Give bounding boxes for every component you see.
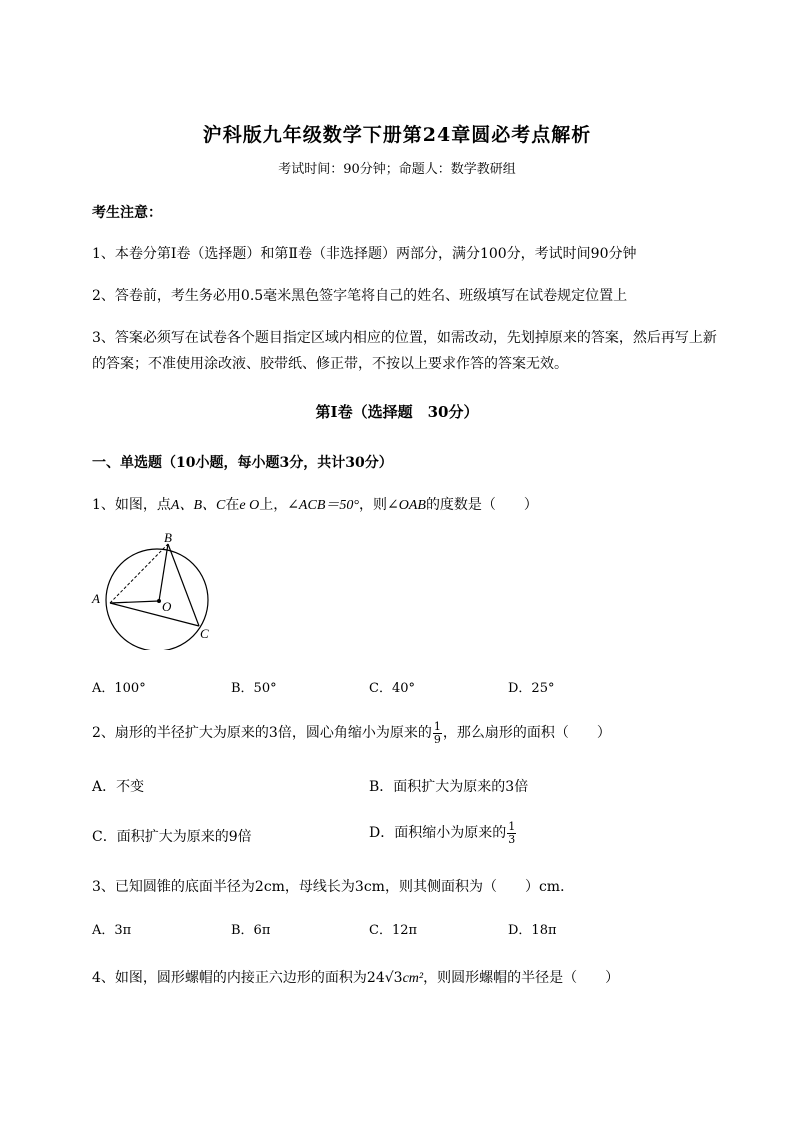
part-heading: 一、单选题（10小题，每小题3分，共计30分） bbox=[92, 455, 393, 471]
q1-option-c[interactable]: C．40° bbox=[369, 681, 415, 696]
q2-fraction bbox=[433, 721, 442, 746]
question-3: 3、已知圆锥的底面半径为2cm，母线长为3cm，则其侧面积为（ ）cm． bbox=[92, 879, 575, 895]
q2-option-a[interactable]: A．不变 bbox=[92, 779, 145, 795]
q4-prefix: 4、如图，圆形螺帽的内接正六边形的面积为24 bbox=[92, 970, 385, 986]
label-c: C bbox=[200, 626, 209, 641]
q2-frac-num: 1 bbox=[433, 719, 441, 733]
q2-option-d-text: D．面积缩小为原来的 bbox=[369, 825, 507, 841]
segment-ao bbox=[110, 601, 159, 603]
q1-mid3: ，则 bbox=[358, 497, 387, 513]
q2-option-d-num: 1 bbox=[508, 819, 516, 833]
q3-option-c[interactable]: C．12π bbox=[369, 923, 418, 938]
q1-option-d[interactable]: D．25° bbox=[508, 681, 555, 696]
notice-heading: 考生注意： bbox=[92, 205, 162, 221]
q1-circle: e O bbox=[239, 498, 260, 513]
notice-item-2: 2、答卷前，考生务必用0.5毫米黑色签字笔将自己的姓名、班级填写在试卷规定位置上 bbox=[92, 288, 628, 304]
notice-item-3: 3、答案必须写在试卷各个题目指定区域内相应的位置，如需改动，先划掉原来的答案，然后再写上新 bbox=[92, 330, 717, 346]
q1-option-a[interactable]: A．100° bbox=[92, 681, 146, 696]
circle-o bbox=[106, 549, 208, 650]
label-b: B bbox=[164, 530, 172, 545]
label-a: A bbox=[92, 591, 100, 606]
q3-option-b[interactable]: B．6π bbox=[231, 923, 271, 938]
q2-option-d[interactable] bbox=[369, 818, 517, 848]
q1-mid: 在 bbox=[225, 497, 240, 513]
q1-angle2: ∠OAB bbox=[386, 498, 426, 513]
q2-option-c[interactable]: C．面积扩大为原来的9倍 bbox=[92, 829, 252, 845]
q2-prefix: 2、扇形的半径扩大为原来的3倍，圆心角缩小为原来的 bbox=[92, 725, 432, 741]
notice-item-3-cont: 的答案；不准使用涂改液、胶带纸、修正带，不按以上要求作答的答案无效。 bbox=[92, 356, 568, 372]
section-title: 第I卷（选择题 30分） bbox=[315, 403, 479, 421]
q1-mid2: 上， bbox=[259, 497, 288, 513]
question-4 bbox=[92, 967, 619, 987]
center-dot bbox=[157, 599, 161, 603]
q1-option-b[interactable]: B．50° bbox=[231, 681, 277, 696]
q2-frac-den: 9 bbox=[433, 732, 441, 746]
q2-option-d-den: 3 bbox=[508, 832, 516, 846]
q1-prefix: 1、如图，点 bbox=[92, 497, 171, 513]
q2-option-d-fraction bbox=[507, 821, 516, 846]
q1-points: A、B、C bbox=[170, 498, 226, 513]
q1-angle: ∠ACB＝50° bbox=[287, 498, 359, 513]
segment-ac bbox=[110, 603, 199, 626]
notice-item-1: 1、本卷分第I卷（选择题）和第Ⅱ卷（非选择题）两部分，满分100分，考试时间90分钟 bbox=[92, 246, 637, 262]
label-o: O bbox=[162, 599, 172, 614]
question-2 bbox=[92, 718, 611, 748]
q1-circle-figure bbox=[88, 530, 228, 650]
q2-suffix: ，那么扇形的面积（ ） bbox=[442, 725, 611, 741]
q1-suffix: 的度数是（ ） bbox=[425, 497, 538, 513]
question-1 bbox=[92, 494, 538, 514]
q2-option-b[interactable]: B．面积扩大为原来的3倍 bbox=[369, 779, 529, 795]
q4-unit: cm² bbox=[402, 971, 424, 986]
page-title: 沪科版九年级数学下册第24章圆必考点解析 bbox=[202, 124, 592, 146]
q4-suffix: ，则圆形螺帽的半径是（ ） bbox=[423, 970, 620, 986]
q3-option-a[interactable]: A．3π bbox=[92, 923, 132, 938]
segment-bo bbox=[159, 544, 168, 601]
q4-sqrt: √3 bbox=[384, 970, 403, 986]
q3-option-d[interactable]: D．18π bbox=[508, 923, 557, 938]
exam-info: 考试时间：90分钟；命题人：数学教研组 bbox=[278, 162, 516, 177]
